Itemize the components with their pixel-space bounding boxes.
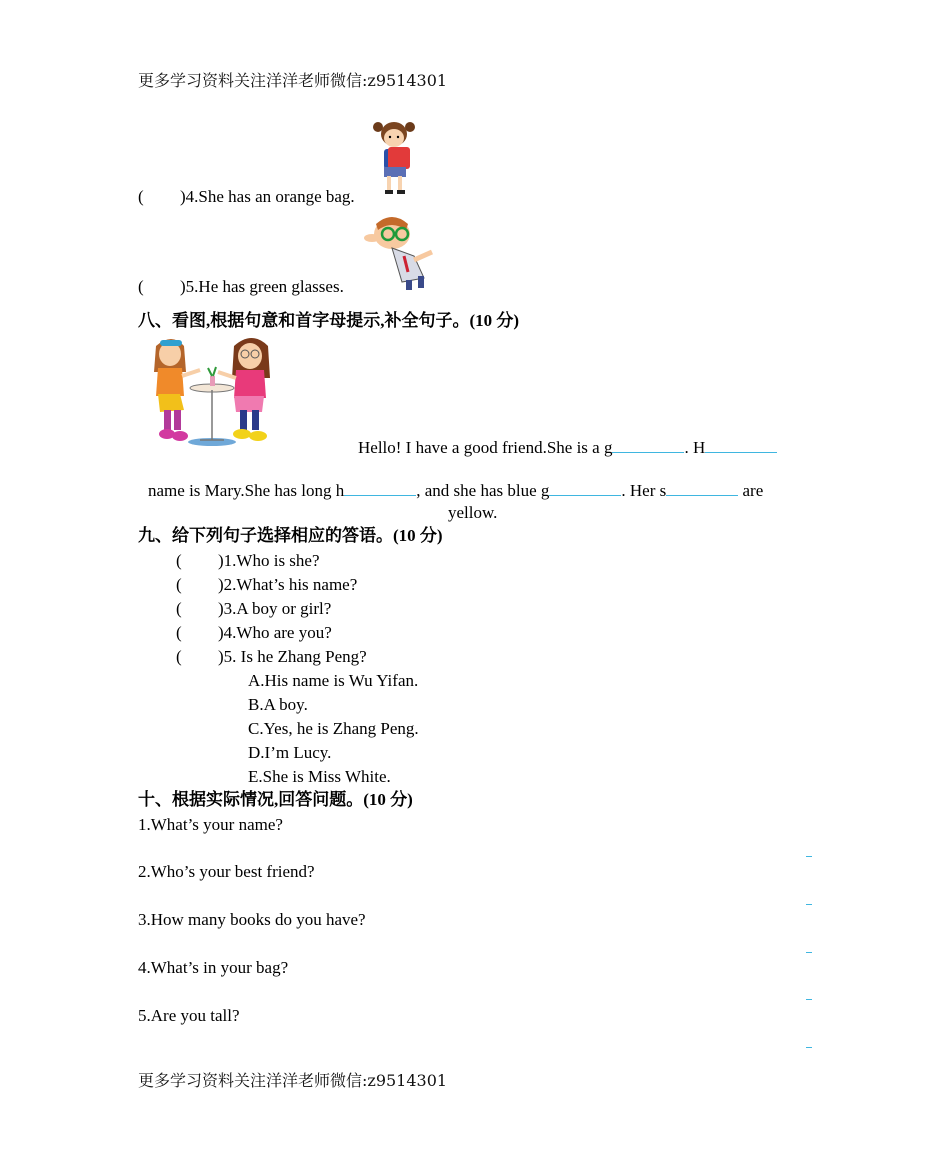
- open-question-4: 4.What’s in your bag?: [138, 958, 289, 977]
- blank-field[interactable]: [612, 436, 684, 453]
- answer-option-a: A.His name is Wu Yifan.: [248, 671, 419, 690]
- section-9-heading: 九、给下列句子选择相应的答语。(10 分): [138, 526, 443, 545]
- man-with-glasses-illustration: [362, 212, 440, 292]
- open-question-1: 1.What’s your name?: [138, 815, 283, 834]
- blank-field[interactable]: [705, 436, 777, 453]
- answer-paren[interactable]: (: [176, 575, 182, 594]
- answer-line[interactable]: [806, 856, 812, 857]
- open-question-5: 5.Are you tall?: [138, 1006, 240, 1025]
- matching-question-3: ( )3.A boy or girl?: [176, 599, 332, 618]
- cloze-line-3: yellow.: [448, 503, 498, 522]
- answer-option-c: C.Yes, he is Zhang Peng.: [248, 719, 419, 738]
- matching-question-2: ( )2.What’s his name?: [176, 575, 358, 594]
- watermark-top: 更多学习资料关注洋洋老师微信:z9514301: [138, 71, 448, 90]
- answer-line[interactable]: [806, 952, 812, 953]
- question-item-4: ( )4.She has an orange bag.: [138, 187, 355, 206]
- question-item-5: ( )5.He has green glasses.: [138, 277, 344, 296]
- answer-line[interactable]: [806, 904, 812, 905]
- answer-paren[interactable]: (: [138, 277, 144, 296]
- blank-field[interactable]: [344, 479, 416, 496]
- open-question-3: 3.How many books do you have?: [138, 910, 366, 929]
- answer-line[interactable]: [806, 1047, 812, 1048]
- section-10-heading: 十、根据实际情况,回答问题。(10 分): [138, 790, 413, 809]
- girl-with-bag-illustration: [370, 118, 420, 200]
- answer-option-e: E.She is Miss White.: [248, 767, 391, 786]
- answer-paren[interactable]: (: [176, 551, 182, 570]
- watermark-bottom: 更多学习资料关注洋洋老师微信:z9514301: [138, 1071, 448, 1090]
- section-8-heading: 八、看图,根据句意和首字母提示,补全句子。(10 分): [138, 311, 520, 330]
- matching-question-4: ( )4.Who are you?: [176, 623, 332, 642]
- two-girls-illustration: [150, 332, 276, 450]
- answer-paren[interactable]: (: [176, 647, 182, 666]
- blank-field[interactable]: [549, 479, 621, 496]
- open-question-2: 2.Who’s your best friend?: [138, 862, 315, 881]
- answer-line[interactable]: [806, 999, 812, 1000]
- answer-option-b: B.A boy.: [248, 695, 308, 714]
- matching-question-5: ( )5. Is he Zhang Peng?: [176, 647, 367, 666]
- answer-paren[interactable]: (: [176, 623, 182, 642]
- matching-question-1: ( )1.Who is she?: [176, 551, 320, 570]
- blank-field[interactable]: [666, 479, 738, 496]
- answer-paren[interactable]: (: [138, 187, 144, 206]
- answer-option-d: D.I’m Lucy.: [248, 743, 332, 762]
- cloze-line-1: Hello! I have a good friend.She is a g . H: [358, 436, 777, 458]
- answer-paren[interactable]: (: [176, 599, 182, 618]
- cloze-line-2: name is Mary.She has long h , and she has blue g . Her s are: [148, 481, 764, 500]
